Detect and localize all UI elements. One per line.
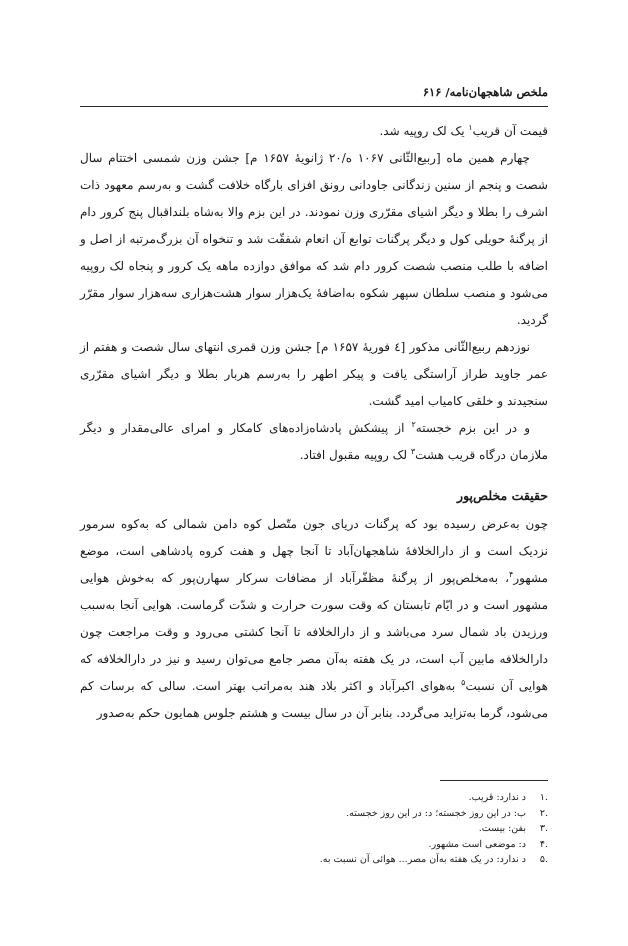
footnote-number: .۴ [539,838,548,850]
paragraph-4 [80,415,548,469]
footnote-ref-3[interactable]: ۳ [410,447,416,456]
footnote-number: .۳ [539,823,548,834]
paragraph-1 [80,118,548,145]
footnote-ref-4[interactable]: ۴ [509,570,514,579]
footnote-text: د ندارد: قریب. [468,792,526,803]
footnote-item [88,821,548,837]
footnote-number: .۵ [539,854,548,865]
running-header: ملخص شاهجهان‌نامه/ ۶۱۶ [422,85,548,99]
main-text [80,118,548,727]
footnote-item [88,852,548,868]
section-title: حقیقت مخلص‌پور [457,488,548,503]
footnotes-list [88,790,548,868]
footnote-rule [440,780,548,781]
paragraph-5-text-a: چون به‌عرض رسیده بود که پرگنات دریای جون متّصل کوه دامن شمالی که به‌کوه سرمور نزدیک است و از دارالخلافهٔ شاهجهان‌آباد تا آنجا چهل و هفت کروه پادشاهی است، موضع مشهور [80,517,548,585]
paragraph-5-text-c: به‌هوای اکبرآباد و اکثر بلاد هند به‌مراتب بهتر است. سالی که برسات کم می‌شود، گرما به‌تزاید می‌گردد. بنابر آن در سال بیست و هشتم جلوس همایون حکم به‌صدور [80,679,548,720]
paragraph-2: چهارم همین ماه [ربیع‌الثّانی ۱۰۶۷ ه/۲۰ ژانویهٔ ۱۶۵۷ م] جشن وزن شمسی اختتام سال شصت و پنجم از سنین زندگانی جاودانی رونق افزای بارگاه خلافت گشت و به‌رسم معهود ذات اشرف را بطلا و دیگر اشیای مقرّری وزن نمودند. در این بزم والا به‌شاه بلنداقبال پنج کرور دام از پرگنهٔ حویلی کول و دیگر پرگنات توابع آن انعام شفقّت شد و تنخواه آن بزرگ‌مرتبه از اصل و اضافه با طلب منصب شصت کرور دام شد که موافق دوازده ماهه یک کرور و پنجاه لک روپیه می‌شود و منصب سلطان سپهر شکوه به‌اضافهٔ یک‌هزار سوار هشت‌هزاری سه‌هزار سوار مقرّر گردید. [80,151,548,327]
footnote-text: ب: در این روز خجسته؛ د: در این روز خجسته. [346,807,526,819]
footnote-text: د: موضعی است مشهور. [428,838,526,850]
paragraph-4-text-a: و در این بزم خجسته [415,421,530,435]
paragraph-3: نوزدهم ربیع‌الثّانی مذکور [٤ فوریهٔ ۱۶۵۷ م] جشن وزن قمری انتهای سال شصت و هفتم از عمر جاوید طراز آراستگی یافت و پیکر اطهر را به‌رسم هربار بطلا و دیگر اشیای مقرّری سنجیدند و خلقی کامیاب امید گشت. [80,340,548,408]
footnote-text: د ندارد: در یک هفته به‌آن مصر... هوائی آن نسبت به. [319,854,526,865]
footnote-item [88,806,548,822]
footnote-number: .۱ [539,792,548,803]
paragraph-4-text-c: لک روپیه مقبول افتاد. [299,448,411,462]
header-rule [80,106,548,107]
footnote-number: .۲ [539,807,548,819]
footnote-item [88,837,548,853]
footnote-text: بفن: بیست. [478,823,526,834]
paragraph-5-text-b: ، به‌مخلص‌پور از پرگنهٔ مظفّرآباد از مضافات سرکار سهارن‌پور که به‌خوش هوایی مشهور است و در ایّام تابستان که وقت سورت حرارت و شدّت گرماست. هوایی آنجا به‌سبب ورزیدن باد شمال سرد می‌باشد و از دارالخلافه تا آنجا کشتی می‌رود و وقت مراجعت چون دارالخلافه مابین آب است، در یک هفته به‌آن مصر جامع می‌توان رسید و نیز در دارالخلافه که هوایی آن نسبت [80,571,548,693]
footnote-ref-2[interactable]: ۲ [411,420,416,429]
paragraph-5 [80,511,548,727]
paragraph-4-text-b: از پیشکش پادشاه‌زاده‌های کامکار و امرای عالی‌مقدار و دیگر ملازمان درگاه قریب هشت [80,421,548,462]
footnote-ref-1[interactable]: ۱ [468,123,473,132]
paragraph-1-text-a: قیمت آن قریب [472,124,548,138]
footnote-ref-5[interactable]: ۵ [461,678,466,687]
footnote-item [88,790,548,806]
paragraph-1-text-b: یک لک روپیه شد. [379,124,469,138]
